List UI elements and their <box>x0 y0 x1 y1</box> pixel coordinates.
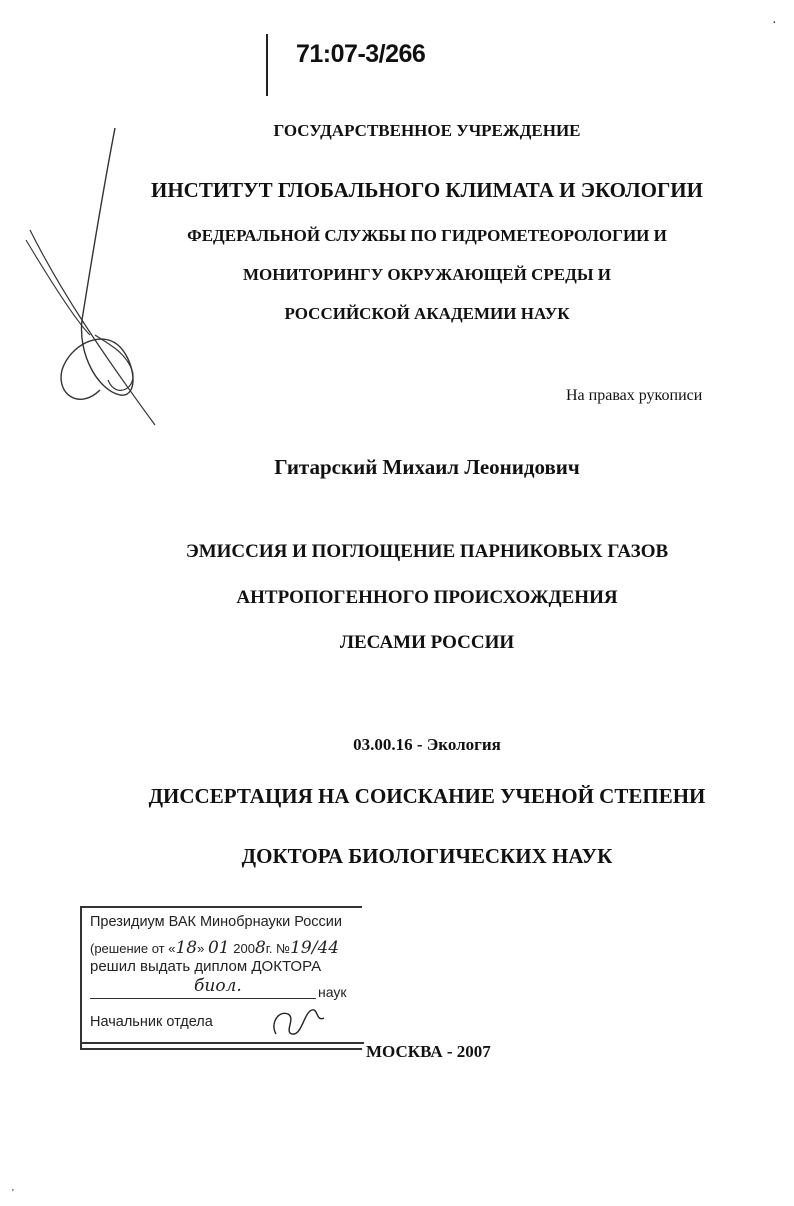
stamp-month: 01 <box>207 938 230 958</box>
stamp-number: 19/44 <box>290 938 340 958</box>
page-mark-top: · <box>772 16 777 31</box>
manuscript-rights: На правах рукописи <box>566 387 703 404</box>
title-line-2: АНТРОПОГЕННОГО ПРОИСХОЖДЕНИЯ <box>236 587 618 608</box>
specialty: 03.00.16 - Экология <box>353 735 501 754</box>
stamp-month-sep: » <box>197 941 205 956</box>
dissertation-line-2: ДОКТОРА БИОЛОГИЧЕСКИХ НАУК <box>241 844 613 868</box>
institute-line-2: ФЕДЕРАЛЬНОЙ СЛУЖБЫ ПО ГИДРОМЕТЕОРОЛОГИИ И <box>187 226 667 245</box>
archive-code: 71:07-3/266 <box>296 40 426 68</box>
stamp-decision-prefix: (решение от « <box>90 941 176 956</box>
stamp-head: Начальник отдела <box>90 1014 213 1030</box>
stamp-field: биол. <box>194 976 242 996</box>
stamp-sciences: наук <box>318 984 347 1000</box>
stamp-day: 18 <box>175 938 198 958</box>
stamp-field-line <box>90 998 316 999</box>
institute-name: ИНСТИТУТ ГЛОБАЛЬНОГО КЛИМАТА И ЭКОЛОГИИ <box>151 178 703 202</box>
institute-line-3: МОНИТОРИНГУ ОКРУЖАЮЩЕЙ СРЕДЫ И <box>243 265 611 284</box>
stamp-year-digit: 8 <box>254 938 266 958</box>
city-year: МОСКВА - 2007 <box>366 1042 491 1061</box>
stamp-line-3: решил выдать диплом ДОКТОРА <box>90 958 322 975</box>
title-line-1: ЭМИССИЯ И ПОГЛОЩЕНИЕ ПАРНИКОВЫХ ГАЗОВ <box>185 541 669 562</box>
institute-line-4: РОССИЙСКОЙ АКАДЕМИИ НАУК <box>284 304 570 323</box>
dissertation-line-1: ДИССЕРТАЦИЯ НА СОИСКАНИЕ УЧЕНОЙ СТЕПЕНИ <box>148 784 706 808</box>
institution-type: ГОСУДАРСТВЕННОЕ УЧРЕЖДЕНИЕ <box>273 121 581 140</box>
stamp-year-prefix: 200 <box>233 941 255 956</box>
stamp-line-1: Президиум ВАК Минобрнауки России <box>90 914 343 930</box>
stamp-decision-line <box>90 938 339 958</box>
author-name: Гитарский Михаил Леонидович <box>274 455 580 479</box>
stamp-bottom-rule <box>82 1042 364 1044</box>
page-mark-bottom: ' <box>12 1188 14 1199</box>
margin-line <box>266 34 268 96</box>
vak-stamp <box>80 906 362 1050</box>
stamp-signature <box>266 1004 330 1040</box>
stamp-number-prefix: г. № <box>265 941 291 956</box>
title-line-3: ЛЕСАМИ РОССИИ <box>339 632 515 653</box>
